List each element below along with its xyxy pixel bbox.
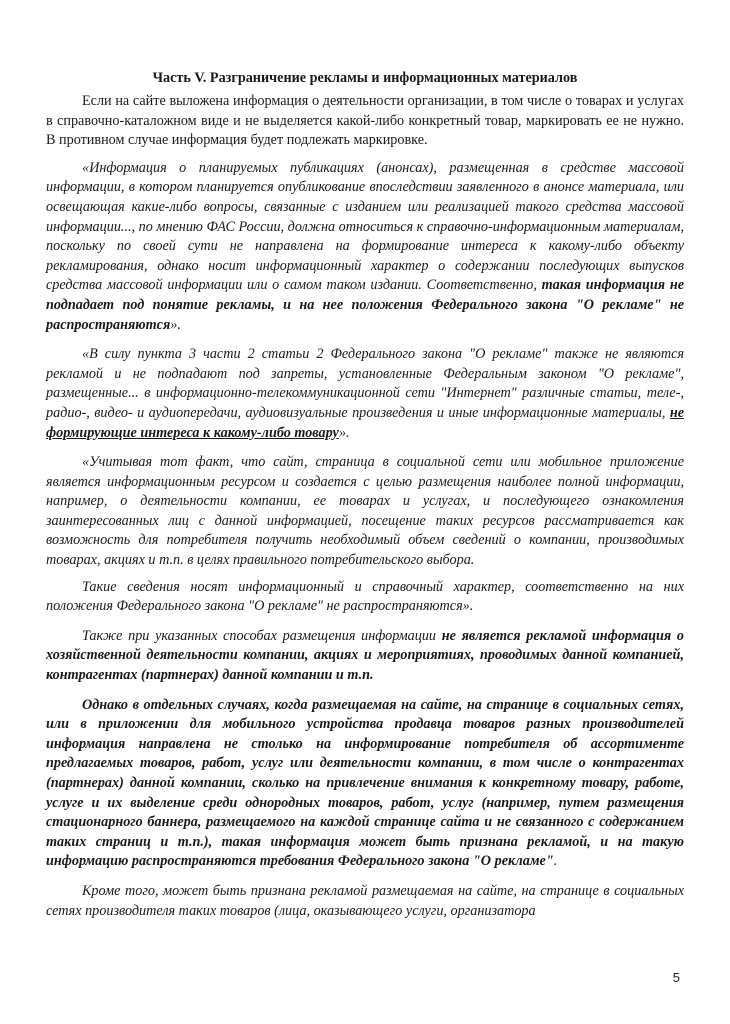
quote-2-text: «В силу пункта 3 части 2 статьи 2 Федерального закона "О рекламе" также не являются рекламой и не подпадают под запреты, установленные Федеральным законом "О рекламе", размещенные... в информационно-телекоммуникационной сети "Интернет" различные статьи, теле-, радио-, видео- и аудиопередачи, аудиовизуальные произведения и иные информационные материалы, [46,346,684,421]
page-number: 5 [672,970,680,985]
quote-paragraph-4: Такие сведения носят информационный и справочный характер, соответственно на них положения Федерального закона "О рекламе" не распространяются». [46,578,684,615]
quote-2-emphasis: не формирующие интереса к какому-либо товару [46,404,684,441]
quote-paragraph-3: «Учитывая тот факт, что сайт, страница в социальной сети или мобильное приложение является информационным ресурсом и создается с целью размещения наиболее полной информации, например, о деятельности компании, ее товарах и услугах, и последующего ознакомления заинтересованных лиц с данной информацией, посещение таких ресурсов рассматривается как возможность для потребителя получить необходимый объем сведений о компании, производимых товарах, акциях и т.п. в целях правильного потребительского выбора. [46,454,684,569]
quote-1-emphasis: такая информация не подпадает под понятие рекламы, и на нее положения Федерального закона "О рекламе" не распространяются [46,277,684,333]
quote-1-end: ». [170,316,181,333]
quote-1-text: «Информация о планируемых публикациях (анонсах), размещенная в средстве массовой информации, в котором планируется опубликование впоследствии заявленного в анонсе материала, или освещающая какие-либо вопросы, связанные с изданием или реализацией такого средства массовой информации..., по мнению ФАС России, должна относиться к справочно-информационным материалам, поскольку по своей сути не направлена на формирование интереса к какому-либо объекту рекламирования, однако носит информационный характер о содержании последующих выпусков средства массовой информации или о самом таком издании. Соответственно, [46,159,684,294]
quote-paragraph-1 [46,159,684,335]
quote-2-end: ». [338,424,350,441]
quote-paragraph-2 [46,345,684,443]
quote-paragraph-7: Кроме того, может быть признана рекламой размещаемая на сайте, на странице в социальных сетях производителя таких товаров (лица, оказывающего услуги, организатора [46,882,684,919]
quote-paragraph-6 [46,696,684,872]
quote-5-emphasis: не является рекламой информация о хозяйственной деятельности компании, акциях и мероприятиях, проводимых данной компанией, контрагентах (партнерах) данной компании и т.п. [46,627,685,684]
quote-6-text: Однако в отдельных случаях, когда размещаемая на сайте, на странице в социальных сетях, или в приложении для мобильного устройства продавца товаров разных производителей информация направлена не столько на информирование потребителя об ассортименте предлагаемых товаров, работ, услуг или деятельности компании, в том числе о контрагентах (партнерах) данной компании, сколько на привлечение внимания к конкретному товару, работе, услуге и их выделение среди однородных товаров, работ, услуг (например, путем размещения стационарного баннера, размещаемого на каждой странице сайта и не связанного с содержанием таких страниц и т.п.), такая информация может быть признана рекламой, и на такую информацию распространяются требования Федерального закона "О рекламе" [46,696,684,870]
quote-6-end: . [553,853,558,870]
quote-paragraph-5 [46,627,684,686]
section-title: Часть V. Разграничение рекламы и информационных материалов [152,70,578,86]
intro-paragraph: Если на сайте выложена информация о деятельности организации, в том числе о товарах и услугах в справочно-каталожном виде и не выделяется какой-либо конкретный товар, маркировать ее не нужно. В противном случае информация будет подлежать маркировке. [46,93,684,149]
quote-5-text: Также при указанных способах размещения информации [82,627,442,644]
